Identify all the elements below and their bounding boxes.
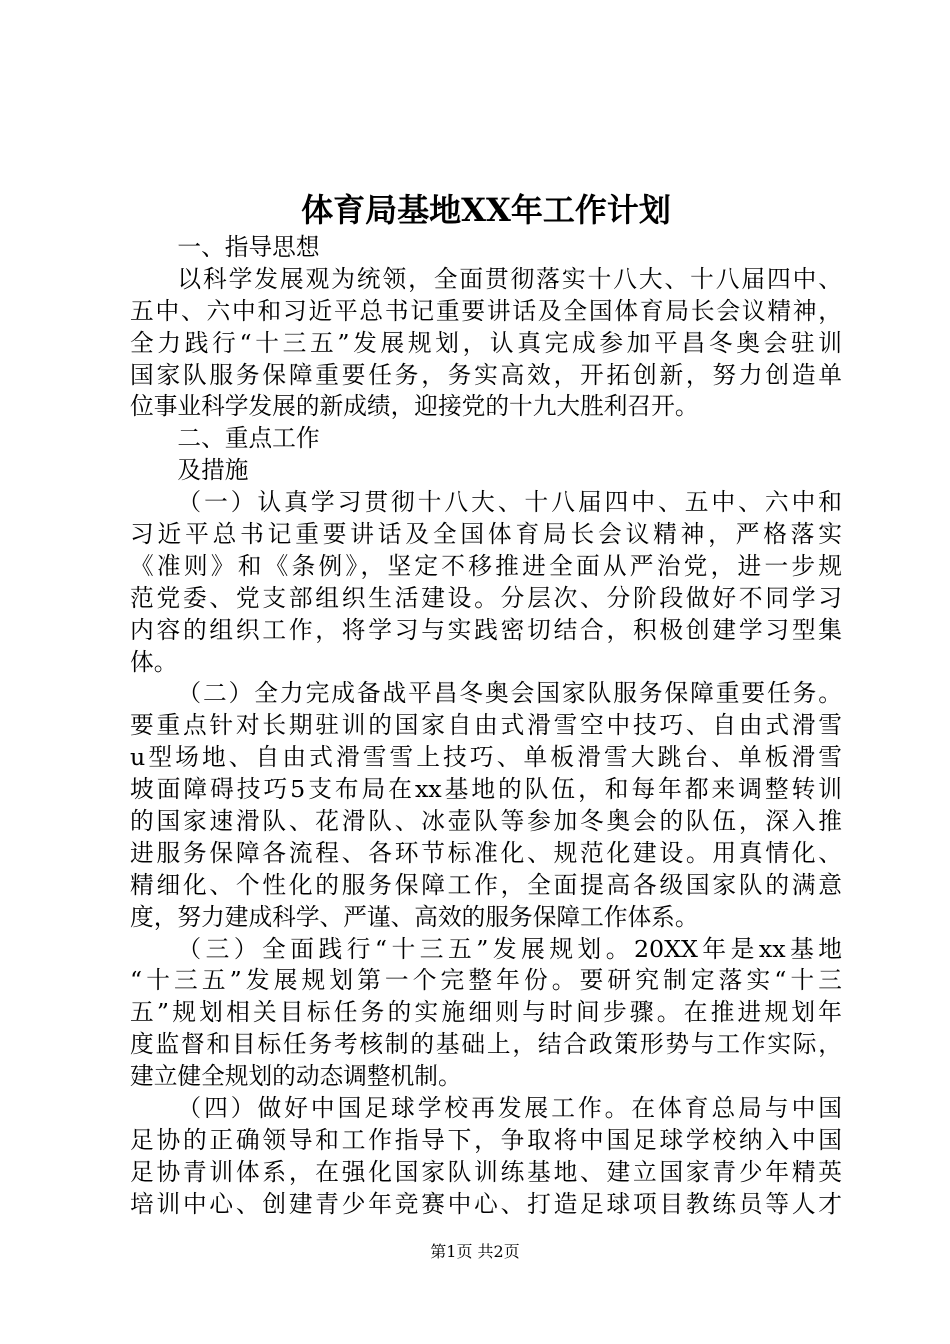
- text-line: （四）做好中国足球学校再发展工作。在体育总局与中国: [177, 1094, 842, 1123]
- text-line: 国家队服务保障重要任务，务实高效，开拓创新，努力创造单: [130, 360, 842, 389]
- text-line: （三）全面践行“十三五”发展规划。20XX年是xx基地: [177, 934, 842, 963]
- text-line: 二、重点工作: [177, 424, 320, 453]
- page-footer: 第1页 共2页: [430, 1242, 520, 1261]
- text-line: 度监督和目标任务考核制的基础上，结合政策形势与工作实际，: [130, 1030, 842, 1059]
- text-line: 《准则》和《条例》，坚定不移推进全面从严治党，进一步规: [130, 551, 842, 580]
- text-line: 坡面障碍技巧5支布局在xx基地的队伍，和每年都来调整转训: [130, 775, 842, 804]
- text-line: 足协的正确领导和工作指导下，争取将中国足球学校纳入中国: [130, 1125, 842, 1154]
- text-line: 度，努力建成科学、严谨、高效的服务保障工作体系。: [130, 902, 699, 931]
- text-line: 全力践行“十三五”发展规划，认真完成参加平昌冬奥会驻训: [130, 328, 842, 357]
- text-line: 位事业科学发展的新成绩，迎接党的十九大胜利召开。: [130, 392, 699, 421]
- text-line: 建立健全规划的动态调整机制。: [130, 1062, 462, 1091]
- document-title: 体育局基地XX年工作计划: [301, 191, 671, 229]
- text-line: 五中、六中和习近平总书记重要讲话及全国体育局长会议精神，: [130, 296, 842, 325]
- document-body: [130, 232, 842, 1221]
- text-line: 精细化、个性化的服务保障工作，全面提高各级国家队的满意: [130, 870, 842, 899]
- text-line: “十三五”发展规划第一个完整年份。要研究制定落实“十三: [130, 966, 842, 995]
- text-line: 以科学发展观为统领，全面贯彻落实十八大、十八届四中、: [177, 264, 842, 293]
- text-line: 习近平总书记重要讲话及全国体育局长会议精神，严格落实: [130, 520, 842, 549]
- text-line: 进服务保障各流程、各环节标准化、规范化建设。用真情化、: [130, 838, 842, 867]
- document-page: [130, 0, 842, 1344]
- text-line: （一）认真学习贯彻十八大、十八届四中、五中、六中和: [177, 488, 842, 517]
- text-line: 足协青训体系，在强化国家队训练基地、建立国家青少年精英: [130, 1157, 842, 1186]
- text-line: 内容的组织工作，将学习与实践密切结合，积极创建学习型集: [130, 615, 842, 644]
- text-line: 范党委、党支部组织生活建设。分层次、分阶段做好不同学习: [130, 583, 842, 612]
- text-line: 培训中心、创建青少年竞赛中心、打造足球项目教练员等人才: [130, 1189, 842, 1218]
- text-line: 要重点针对长期驻训的国家自由式滑雪空中技巧、自由式滑雪: [130, 711, 842, 740]
- text-line: 及措施: [177, 456, 249, 485]
- text-line: 一、指导思想: [177, 233, 320, 261]
- text-line: 体。: [130, 647, 178, 676]
- text-line: 五”规划相关目标任务的实施细则与时间步骤。在推进规划年: [130, 998, 842, 1027]
- text-line: （二）全力完成备战平昌冬奥会国家队服务保障重要任务。: [177, 679, 842, 708]
- text-line: 的国家速滑队、花滑队、冰壶队等参加冬奥会的队伍，深入推: [130, 807, 842, 836]
- text-line: u型场地、自由式滑雪雪上技巧、单板滑雪大跳台、单板滑雪: [130, 743, 842, 772]
